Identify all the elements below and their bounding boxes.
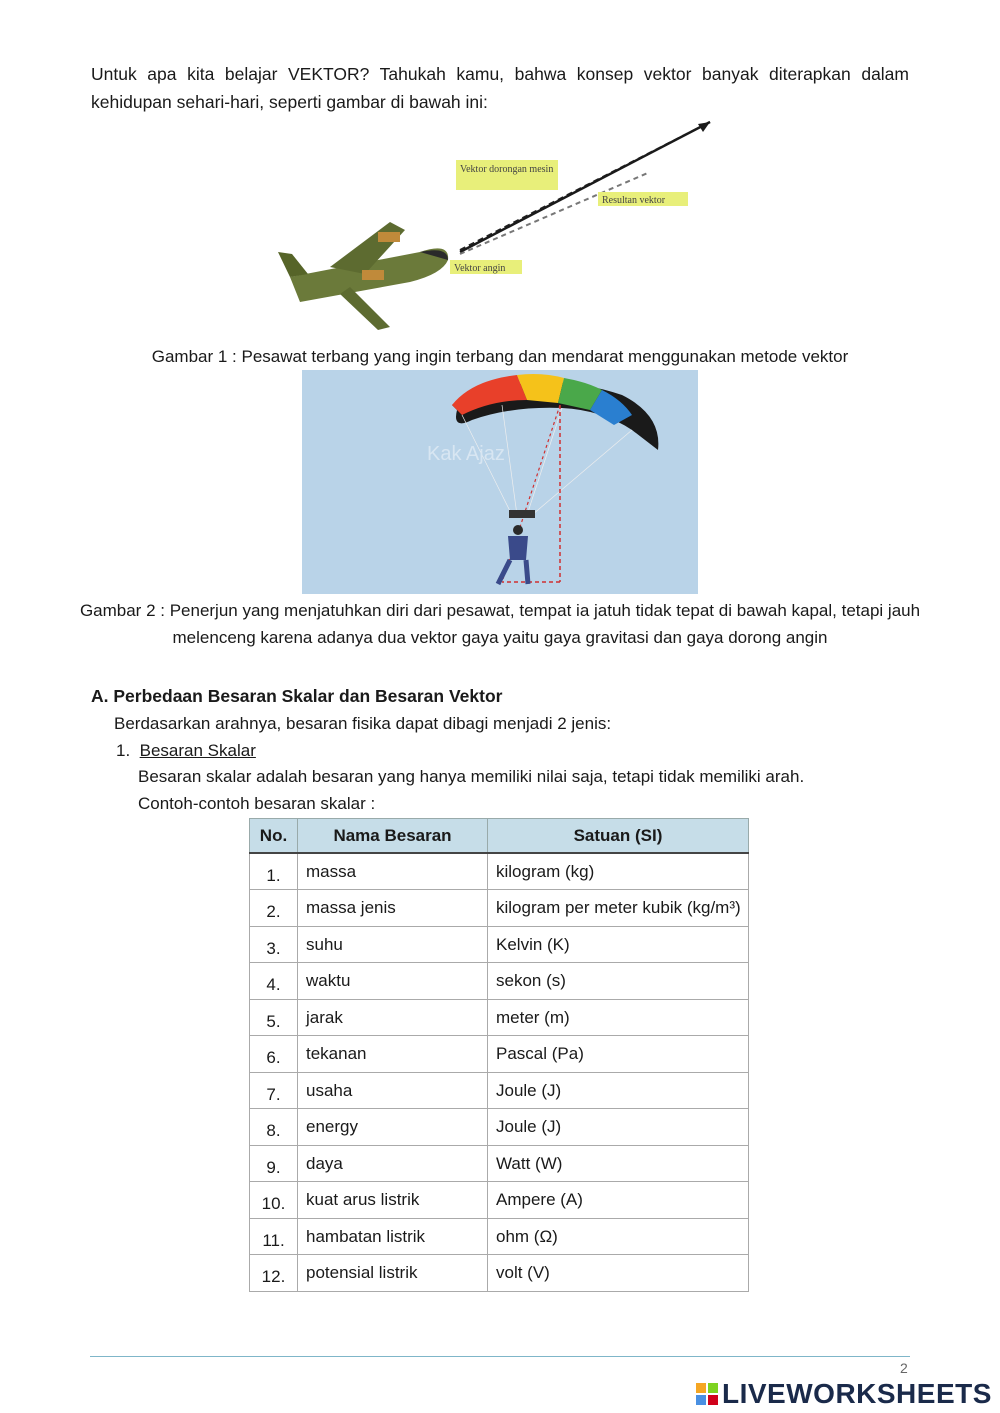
row-unit: Ampere (A): [488, 1182, 749, 1219]
engine-label: Vektor dorongan mesin: [460, 164, 554, 175]
row-unit: sekon (s): [488, 963, 749, 1000]
airplane-icon: [278, 222, 448, 330]
row-unit: kilogram per meter kubik (kg/m³): [488, 890, 749, 927]
header-name: Nama Besaran: [298, 819, 488, 854]
row-quantity-name: daya: [298, 1145, 488, 1182]
row-number: 3.: [250, 926, 298, 963]
row-quantity-name: massa: [298, 853, 488, 890]
row-quantity-name: usaha: [298, 1072, 488, 1109]
table-row: [250, 890, 749, 927]
scalar-definition: Besaran skalar adalah besaran yang hanya memiliki nilai saja, tetapi tidak memiliki arah.: [138, 767, 805, 786]
watermark-text: Kak Ajaz: [427, 443, 505, 465]
row-unit: ohm (Ω): [488, 1218, 749, 1255]
svg-text:Vektor angin: [454, 263, 505, 274]
header-no: No.: [250, 819, 298, 854]
table-row: [250, 999, 749, 1036]
row-unit: kilogram (kg): [488, 853, 749, 890]
logo-text: LIVEWORKSHEETS: [722, 1378, 992, 1409]
row-number: 12.: [250, 1255, 298, 1292]
parachute-figure: [302, 370, 698, 594]
row-number: 4.: [250, 963, 298, 1000]
table-row: [250, 1145, 749, 1182]
row-number: 5.: [250, 999, 298, 1036]
table-row: [250, 1109, 749, 1146]
row-number: 10.: [250, 1182, 298, 1219]
row-number: 8.: [250, 1109, 298, 1146]
svg-text:Vektor dorongan mesin: [460, 164, 553, 175]
table-row: [250, 1036, 749, 1073]
wind-label: Vektor angin: [454, 263, 506, 274]
row-unit: Kelvin (K): [488, 926, 749, 963]
table-row: [250, 1218, 749, 1255]
row-quantity-name: massa jenis: [298, 890, 488, 927]
row-unit: Joule (J): [488, 1072, 749, 1109]
row-unit: Watt (W): [488, 1145, 749, 1182]
row-quantity-name: kuat arus listrik: [298, 1182, 488, 1219]
table-header-row: [250, 819, 749, 854]
table-row: [250, 1072, 749, 1109]
airplane-vector-figure: [270, 112, 730, 337]
row-number: 9.: [250, 1145, 298, 1182]
row-unit: Pascal (Pa): [488, 1036, 749, 1073]
list-item-title: Besaran Skalar: [139, 741, 256, 760]
list-item-scalar: [116, 741, 256, 761]
table-row: [250, 1255, 749, 1292]
row-quantity-name: jarak: [298, 999, 488, 1036]
row-quantity-name: energy: [298, 1109, 488, 1146]
intro-paragraph: Untuk apa kita belajar VEKTOR? Tahukah kamu, bahwa konsep vektor banyak diterapkan dalam kehidupan sehari-hari, seperti gambar di bawah ini:: [91, 64, 909, 112]
footer-divider: [90, 1356, 910, 1357]
svg-text:Resultan vektor: [602, 195, 666, 206]
header-unit: Satuan (SI): [488, 819, 749, 854]
row-quantity-name: suhu: [298, 926, 488, 963]
resultant-label: Resultan vektor: [602, 195, 666, 206]
table-row: [250, 963, 749, 1000]
section-text: Berdasarkan arahnya, besaran fisika dapat dibagi menjadi 2 jenis:: [114, 714, 612, 733]
row-quantity-name: hambatan listrik: [298, 1218, 488, 1255]
row-unit: Joule (J): [488, 1109, 749, 1146]
table-row: [250, 1182, 749, 1219]
row-quantity-name: waktu: [298, 963, 488, 1000]
row-quantity-name: tekanan: [298, 1036, 488, 1073]
list-number: 1.: [116, 741, 131, 760]
row-number: 2.: [250, 890, 298, 927]
table-row: [250, 926, 749, 963]
row-unit: volt (V): [488, 1255, 749, 1292]
scalar-table: [249, 818, 749, 1292]
row-number: 7.: [250, 1072, 298, 1109]
page-number: 2: [900, 1360, 908, 1376]
section-heading: A. Perbedaan Besaran Skalar dan Besaran Vektor: [91, 686, 503, 706]
row-number: 1.: [250, 853, 298, 890]
figure1-caption: Gambar 1 : Pesawat terbang yang ingin terbang dan mendarat menggunakan metode vektor: [151, 347, 849, 366]
row-number: 6.: [250, 1036, 298, 1073]
figure2-caption-line1: Gambar 2 : Penerjun yang menjatuhkan diri dari pesawat, tempat ia jatuh tidak tepat di bawah kapal, tetapi jauh: [79, 601, 921, 620]
examples-intro: Contoh-contoh besaran skalar :: [138, 794, 376, 813]
table-row: [250, 853, 749, 890]
row-number: 11.: [250, 1218, 298, 1255]
row-quantity-name: potensial listrik: [298, 1255, 488, 1292]
figure2-caption-line2: melenceng karena adanya dua vektor gaya yaitu gaya gravitasi dan gaya dorong angin: [172, 628, 828, 647]
row-unit: meter (m): [488, 999, 749, 1036]
liveworksheets-logo: [696, 1378, 992, 1410]
logo-icon: [696, 1380, 718, 1402]
